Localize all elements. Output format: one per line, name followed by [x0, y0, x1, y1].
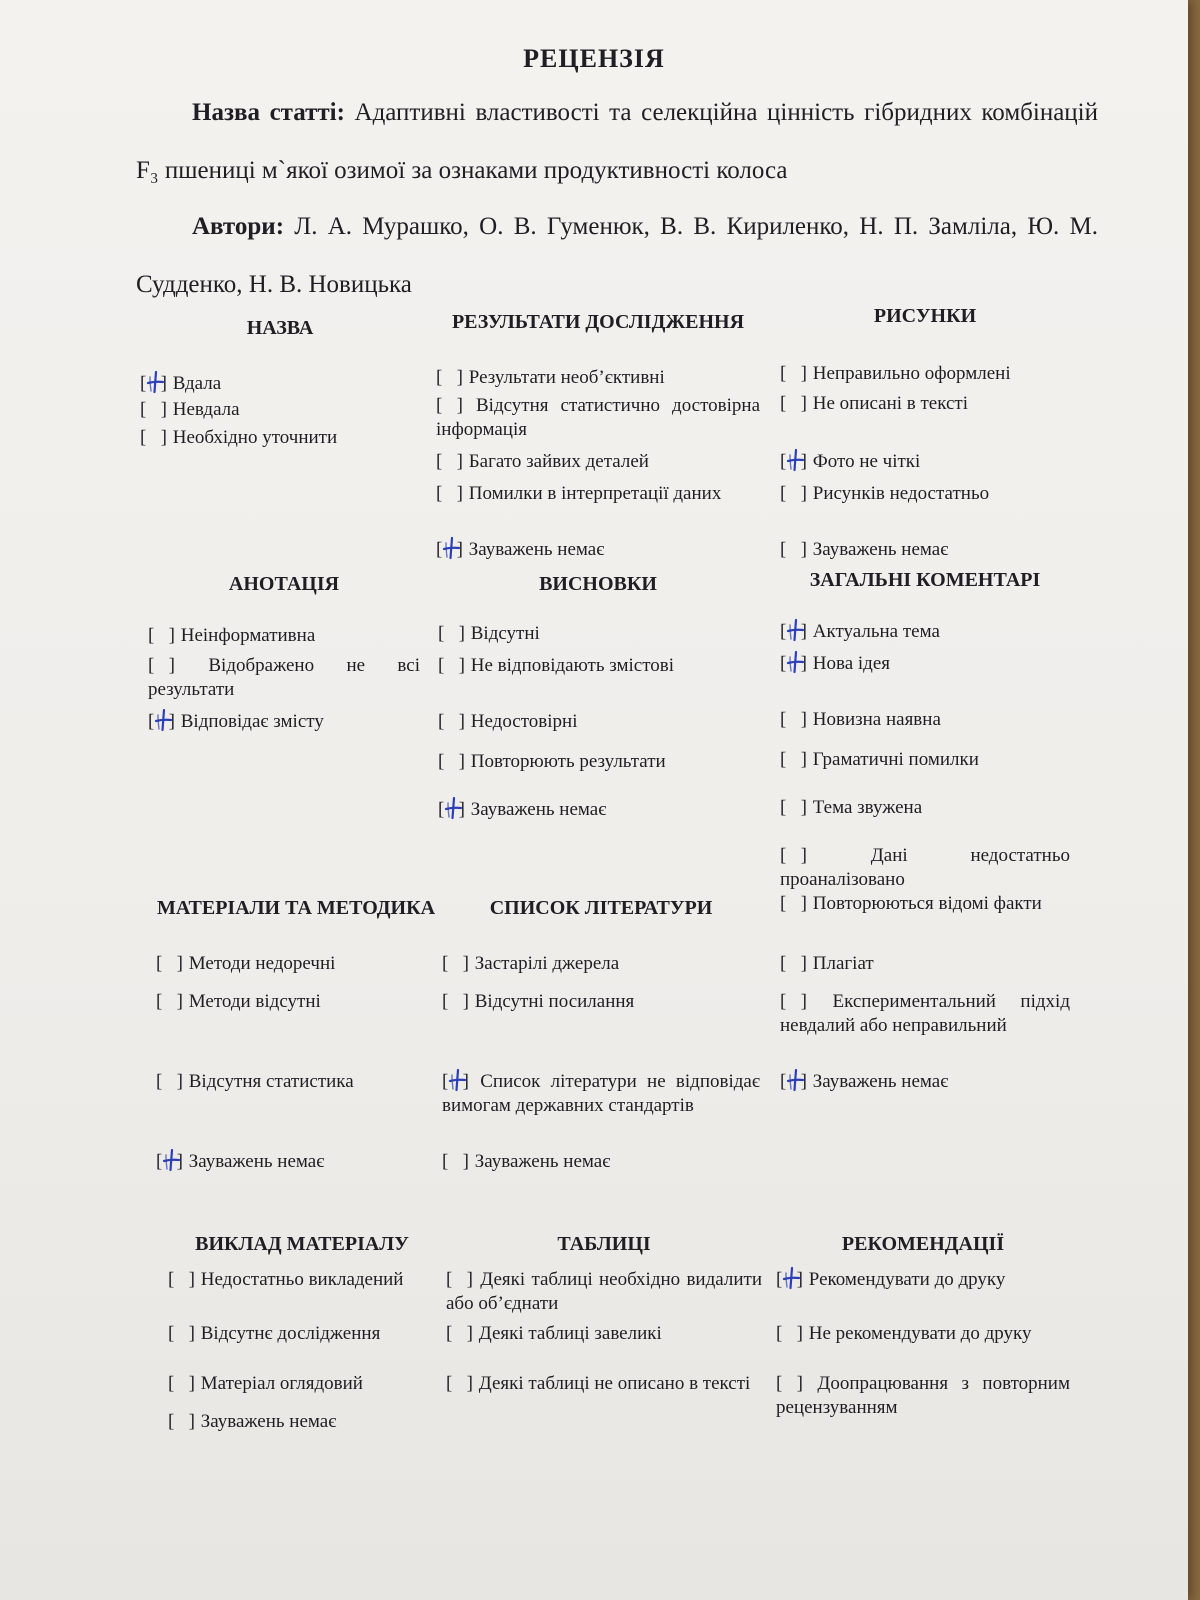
checkbox[interactable]: [ ]: [156, 1150, 184, 1174]
checklist-item-label: Недостовірні: [466, 711, 578, 732]
checkbox[interactable]: [ ]: [780, 620, 808, 644]
checkbox[interactable]: [ ]: [148, 710, 176, 734]
checklist-item-label: Актуальна тема: [808, 621, 940, 642]
checkbox[interactable]: [ ]: [780, 652, 808, 676]
checklist-item-label: Невдала: [168, 399, 240, 420]
checklist-item-label: Граматичні помилки: [808, 749, 979, 770]
handwritten-check-mark-icon: [146, 370, 164, 394]
section-title-nazva: НАЗВА: [246, 317, 314, 339]
handwritten-check-mark-icon: [444, 796, 462, 820]
checkbox[interactable]: [ ]: [168, 1269, 195, 1290]
checklist-item-figures[interactable]: [780, 538, 1070, 562]
checkbox[interactable]: [ ]: [442, 953, 469, 974]
checklist-item-tables[interactable]: [446, 1268, 762, 1316]
checklist-item-results[interactable]: [436, 538, 760, 562]
checklist-item-references[interactable]: [442, 1150, 760, 1174]
checkbox[interactable]: [ ]: [776, 1268, 804, 1292]
checkbox[interactable]: [ ]: [168, 1323, 195, 1344]
handwritten-check-mark-icon: [782, 1266, 800, 1290]
checklist-item-general[interactable]: [780, 796, 1070, 820]
checkbox[interactable]: [ ]: [436, 367, 463, 388]
checklist-item-nazva[interactable]: [140, 372, 420, 396]
checklist-item-label: Зауважень немає: [808, 1071, 949, 1092]
checklist-item-label: Відсутня статистика: [184, 1071, 354, 1092]
checklist-item-results[interactable]: [436, 366, 760, 390]
checklist-item-label: Багато зайвих деталей: [464, 451, 649, 472]
checklist-item-label: Не відповідають змістові: [466, 655, 675, 676]
checkbox[interactable]: [ ]: [156, 953, 183, 974]
checkbox[interactable]: [ ]: [780, 991, 807, 1012]
article-title-text: Адаптивні властивості та селекційна цінність гібридних комбінацій F₃ пшениці м`якої озимої за ознаками продуктивності колоса: [136, 99, 1098, 184]
checkbox[interactable]: [ ]: [776, 1323, 803, 1344]
checklist-item-presentation[interactable]: [168, 1372, 424, 1396]
checklist-item-general[interactable]: [780, 652, 1070, 676]
checklist-item-label: Зауважень немає: [464, 539, 605, 560]
checklist-item-methods[interactable]: [156, 990, 426, 1014]
checkbox[interactable]: [ ]: [446, 1269, 473, 1290]
checkbox[interactable]: [ ]: [168, 1411, 195, 1432]
checklist-item-label: Не рекомендувати до друку: [804, 1323, 1032, 1344]
checklist-item-abstract[interactable]: [148, 710, 420, 734]
checklist-item-label: Неправильно оформлені: [808, 363, 1011, 384]
checklist-item-label: Повторюють результати: [466, 751, 666, 772]
section-title-tables: ТАБЛИЦІ: [557, 1233, 651, 1255]
checklist-item-presentation[interactable]: [168, 1322, 424, 1346]
checklist-item-label: Результати необ’єктивні: [464, 367, 665, 388]
checkbox[interactable]: [ ]: [780, 797, 807, 818]
checklist-item-tables[interactable]: [446, 1322, 762, 1346]
checkbox[interactable]: [ ]: [436, 395, 463, 416]
checklist-item-methods[interactable]: [156, 952, 426, 976]
checkbox[interactable]: [ ]: [168, 1373, 195, 1394]
handwritten-check-mark-icon: [162, 1148, 180, 1172]
checkbox[interactable]: [ ]: [436, 538, 464, 562]
checkbox[interactable]: [ ]: [436, 483, 463, 504]
checklist-item-label: Відповідає змісту: [176, 711, 324, 732]
checkbox[interactable]: [ ]: [148, 625, 175, 646]
checkbox[interactable]: [ ]: [140, 372, 168, 396]
checkbox[interactable]: [ ]: [780, 483, 807, 504]
checkbox[interactable]: [ ]: [436, 451, 463, 472]
checklist-item-label: Не описані в тексті: [808, 393, 969, 414]
checklist-item-label: Помилки в інтерпретації даних: [464, 483, 722, 504]
checkbox[interactable]: [ ]: [780, 363, 807, 384]
checklist-item-label: Список літератури не відповідає вимогам державних стандартів: [442, 1071, 760, 1116]
checklist-item-references[interactable]: [442, 1070, 760, 1118]
checkbox[interactable]: [ ]: [156, 1071, 183, 1092]
checklist-item-label: Відсутня статистично достовірна інформація: [436, 395, 760, 440]
checklist-item-label: Відсутні: [466, 623, 540, 644]
checkbox[interactable]: [ ]: [438, 751, 465, 772]
checklist-item-label: Деякі таблиці завеликі: [474, 1323, 662, 1344]
checklist-item-results[interactable]: [436, 394, 760, 442]
checklist-item-label: Плагіат: [808, 953, 874, 974]
checklist-item-nazva[interactable]: [140, 426, 420, 450]
handwritten-check-mark-icon: [786, 448, 804, 472]
checklist-item-label: Зауважень немає: [184, 1151, 325, 1172]
checkbox[interactable]: [ ]: [780, 749, 807, 770]
checklist-item-general[interactable]: [780, 620, 1070, 644]
checklist-item-label: Застарілі джерела: [470, 953, 620, 974]
checklist-item-results[interactable]: [436, 482, 760, 506]
handwritten-check-mark-icon: [786, 618, 804, 642]
checklist-item-label: Зауважень немає: [196, 1411, 337, 1432]
checkbox[interactable]: [ ]: [140, 427, 167, 448]
handwritten-check-mark-icon: [442, 536, 460, 560]
checkbox[interactable]: [ ]: [780, 953, 807, 974]
checklist-item-label: Неінформативна: [176, 625, 316, 646]
checkbox[interactable]: [ ]: [148, 655, 175, 676]
section-title-general: ЗАГАЛЬНІ КОМЕНТАРІ: [809, 569, 1041, 591]
checklist-item-label: Повторюються відомі факти: [808, 893, 1042, 914]
checkbox[interactable]: [ ]: [140, 399, 167, 420]
checklist-item-references[interactable]: [442, 952, 760, 976]
checklist-item-label: Відображено не всі результати: [148, 655, 420, 700]
checkbox[interactable]: [ ]: [442, 991, 469, 1012]
handwritten-check-mark-icon: [786, 650, 804, 674]
checklist-item-conclusions[interactable]: [438, 654, 758, 678]
checklist-item-recommendations[interactable]: [776, 1268, 1070, 1292]
checklist-item-figures[interactable]: [780, 392, 1070, 416]
checkbox[interactable]: [ ]: [780, 450, 808, 474]
checklist-item-conclusions[interactable]: [438, 750, 758, 774]
checklist-item-nazva[interactable]: [140, 398, 420, 422]
checklist-item-general[interactable]: [780, 708, 1070, 732]
checklist-item-figures[interactable]: [780, 450, 1070, 474]
checklist-item-label: Тема звужена: [808, 797, 923, 818]
checklist-item-label: Рекомендувати до друку: [804, 1269, 1006, 1290]
section-title-conclusions: ВИСНОВКИ: [539, 573, 657, 595]
checklist-item-label: Зауважень немає: [466, 799, 607, 820]
checklist-item-presentation[interactable]: [168, 1268, 424, 1292]
checklist-item-general[interactable]: [780, 990, 1070, 1038]
checkbox[interactable]: [ ]: [780, 1070, 808, 1094]
checklist-item-recommendations[interactable]: [776, 1322, 1070, 1346]
checkbox[interactable]: [ ]: [446, 1323, 473, 1344]
section-title-presentation: ВИКЛАД МАТЕРІАЛУ: [195, 1233, 409, 1255]
checklist-item-figures[interactable]: [780, 362, 1070, 386]
section-title-methods: МАТЕРІАЛИ ТА МЕТОДИКА: [156, 897, 436, 919]
article-title-paragraph: [136, 84, 1098, 200]
checklist-item-results[interactable]: [436, 450, 760, 474]
checklist-item-recommendations[interactable]: [776, 1372, 1070, 1420]
checklist-item-label: Вдала: [168, 373, 222, 394]
section-title-references: СПИСОК ЛІТЕРАТУРИ: [489, 897, 713, 919]
checkbox[interactable]: [ ]: [438, 655, 465, 676]
checklist-item-label: Недостатньо викладений: [196, 1269, 404, 1290]
checklist-item-label: Зауважень немає: [808, 539, 949, 560]
checklist-item-methods[interactable]: [156, 1150, 426, 1174]
checklist-item-references[interactable]: [442, 990, 760, 1014]
checklist-item-methods[interactable]: [156, 1070, 426, 1094]
checkbox[interactable]: [ ]: [442, 1151, 469, 1172]
checkbox[interactable]: [ ]: [780, 845, 807, 866]
checklist-item-label: Деякі таблиці необхідно видалити або об’єднати: [446, 1269, 762, 1314]
section-title-figures: РИСУНКИ: [873, 305, 977, 327]
checkbox[interactable]: [ ]: [780, 539, 807, 560]
handwritten-check-mark-icon: [448, 1068, 466, 1092]
checklist-item-label: Дані недостатньо проаналізовано: [780, 845, 1070, 890]
checklist-item-tables[interactable]: [446, 1372, 762, 1396]
checkbox[interactable]: [ ]: [156, 991, 183, 1012]
checklist-item-label: Нова ідея: [808, 653, 890, 674]
checklist-item-conclusions[interactable]: [438, 710, 758, 734]
section-title-results: РЕЗУЛЬТАТИ ДОСЛІДЖЕННЯ: [451, 311, 745, 333]
checkbox[interactable]: [ ]: [780, 893, 807, 914]
checklist-item-abstract[interactable]: [148, 654, 420, 702]
checklist-item-label: Експериментальний підхід невдалий або неправильний: [780, 991, 1070, 1036]
checklist-item-label: Фото не чіткі: [808, 451, 921, 472]
checkbox[interactable]: [ ]: [438, 711, 465, 732]
handwritten-check-mark-icon: [154, 708, 172, 732]
section-title-abstract: АНОТАЦІЯ: [228, 573, 340, 595]
checklist-item-general[interactable]: [780, 952, 1070, 976]
checklist-item-conclusions[interactable]: [438, 798, 758, 822]
checklist-item-label: Необхідно уточнити: [168, 427, 338, 448]
authors-paragraph: [136, 198, 1098, 314]
checklist-item-abstract[interactable]: [148, 624, 420, 648]
checkbox[interactable]: [ ]: [780, 709, 807, 730]
checklist-item-general[interactable]: [780, 748, 1070, 772]
checkbox[interactable]: [ ]: [776, 1373, 803, 1394]
checklist-item-label: Матеріал оглядовий: [196, 1373, 363, 1394]
checklist-item-label: Відсутні посилання: [470, 991, 635, 1012]
checklist-item-conclusions[interactable]: [438, 622, 758, 646]
authors-text: Л. А. Мурашко, О. В. Гуменюк, В. В. Кириленко, Н. П. Замліла, Ю. М. Судденко, Н. В. Новицька: [136, 213, 1099, 298]
handwritten-check-mark-icon: [786, 1068, 804, 1092]
checklist-item-general[interactable]: [780, 1070, 1070, 1094]
checkbox[interactable]: [ ]: [438, 623, 465, 644]
checklist-item-label: Рисунків недостатньо: [808, 483, 990, 504]
checklist-item-presentation[interactable]: [168, 1410, 424, 1434]
section-title-recommendations: РЕКОМЕНДАЦІЇ: [841, 1233, 1005, 1255]
checkbox[interactable]: [ ]: [446, 1373, 473, 1394]
checklist-item-general[interactable]: [780, 892, 1070, 916]
checklist-item-label: Методи недоречні: [184, 953, 336, 974]
checklist-item-general[interactable]: [780, 844, 1070, 892]
checklist-item-label: Відсутнє дослідження: [196, 1323, 381, 1344]
checklist-item-label: Доопрацювання з повторним рецензуванням: [776, 1373, 1070, 1418]
checklist-item-label: Зауважень немає: [470, 1151, 611, 1172]
checkbox[interactable]: [ ]: [780, 393, 807, 414]
checkbox[interactable]: [ ]: [438, 798, 466, 822]
authors-label: Автори:: [192, 213, 285, 240]
checklist-item-figures[interactable]: [780, 482, 1070, 506]
article-title-label: Назва статті:: [192, 99, 345, 126]
checklist-item-label: Деякі таблиці не описано в тексті: [474, 1373, 751, 1394]
checklist-item-label: Новизна наявна: [808, 709, 941, 730]
checkbox[interactable]: [ ]: [442, 1070, 470, 1094]
checklist-item-label: Методи відсутні: [184, 991, 321, 1012]
document-title: РЕЦЕНЗІЯ: [523, 44, 665, 73]
